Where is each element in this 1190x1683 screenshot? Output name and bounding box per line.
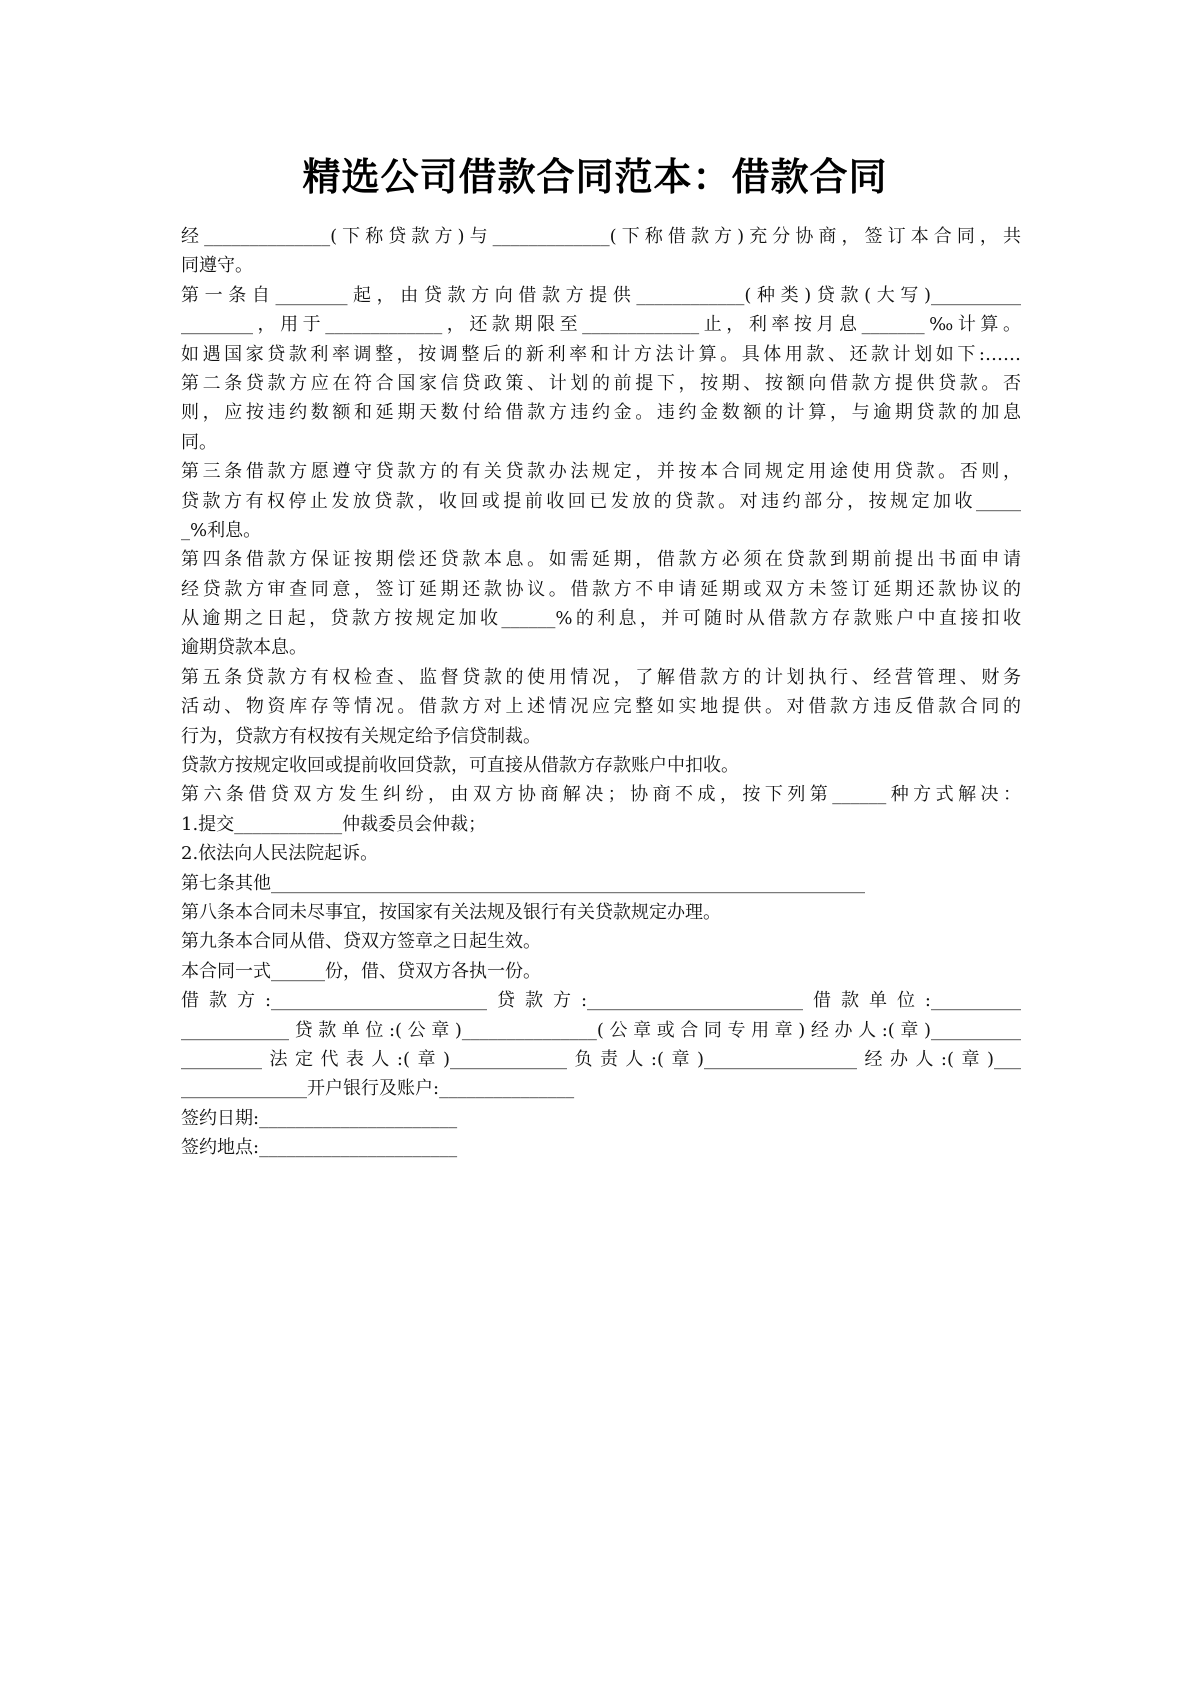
document-line: 活动、物资库存等情况。借款方对上述情况应完整如实地提供。对借款方违反借款合同的 (181, 696, 1021, 718)
document-line: _________法定代表人:(章)_____________负责人:(章)_________________经办人:(章)___ (181, 1048, 1021, 1070)
document-line: 第六条借贷双方发生纠纷，由双方协商解决；协商不成，按下列第______种方式解决： (181, 784, 1021, 806)
document-line: 第五条贷款方有权检查、监督贷款的使用情况，了解借款方的计划执行、经营管理、财务 (181, 666, 1021, 688)
document-line: 逾期贷款本息。 (181, 637, 307, 659)
document-body (181, 222, 1021, 1163)
document-line: _%利息。 (181, 519, 262, 541)
document-line: 签约地点:______________________ (181, 1137, 458, 1159)
document-line: 第九条本合同从借、贷双方签章之日起生效。 (181, 931, 541, 953)
document-line: 如遇国家贷款利率调整，按调整后的新利率和计方法计算。具体用款、还款计划如下:…… (181, 343, 1021, 365)
document-title: 精选公司借款合同范本：借款合同 (302, 155, 888, 199)
document-line: 同。 (181, 431, 217, 453)
document-line: 则，应按违约数额和延期天数付给借款方违约金。违约金数额的计算，与逾期贷款的加息 (181, 402, 1021, 424)
document-line: 1.提交____________仲裁委员会仲裁； (181, 813, 487, 835)
document-line: ____________贷款单位:(公章)_______________(公章或合同专用章)经办人:(章)__________ (181, 1019, 1021, 1041)
document-line: 从逾期之日起，贷款方按规定加收______%的利息，并可随时从借款方存款账户中直接扣收 (181, 608, 1021, 630)
document-line: ________，用于_____________，还款期限至_____________止，利率按月息_______‰计算。 (181, 314, 1021, 336)
document-line: 第三条借款方愿遵守贷款方的有关贷款办法规定，并按本合同规定用途使用贷款。否则， (181, 461, 1021, 483)
document-line: 第二条贷款方应在符合国家信贷政策、计划的前提下，按期、按额向借款方提供贷款。否 (181, 372, 1021, 394)
document-line: 行为，贷款方有权按有关规定给予信贷制裁。 (181, 725, 541, 747)
document-line: 第四条借款方保证按期偿还贷款本息。如需延期，借款方必须在贷款到期前提出书面申请 (181, 549, 1021, 571)
document-line: 贷款方按规定收回或提前收回贷款，可直接从借款方存款账户中扣收。 (181, 755, 739, 777)
document-line: 经______________(下称贷款方)与_____________(下称借款方)充分协商，签订本合同，共 (181, 226, 1021, 247)
document-line: 第一条自________起，由贷款方向借款方提供____________(种类)贷款(大写)__________ (181, 284, 1021, 306)
document-line: 经贷款方审查同意，签订延期还款协议。借款方不申请延期或双方未签订延期还款协议的 (181, 578, 1021, 600)
document-line: ______________开户银行及账户:_______________ (181, 1078, 575, 1100)
document-line: 贷款方有权停止发放贷款，收回或提前收回已发放的贷款。对违约部分，按规定加收_____ (181, 490, 1021, 512)
document-line: 同遵守。 (181, 255, 253, 277)
document-line: 第八条本合同未尽事宜，按国家有关法规及银行有关贷款规定办理。 (181, 901, 721, 923)
document-line: 本合同一式______份，借、贷双方各执一份。 (181, 960, 541, 982)
document-line: 借款方:________________________贷款方:________________________借款单位:__________ (181, 990, 1021, 1012)
document-line: 签约日期:______________________ (181, 1107, 458, 1129)
document-line: 第七条其他__________________________________________________________________ (181, 872, 865, 894)
document-line: 2.依法向人民法院起诉。 (181, 843, 379, 865)
